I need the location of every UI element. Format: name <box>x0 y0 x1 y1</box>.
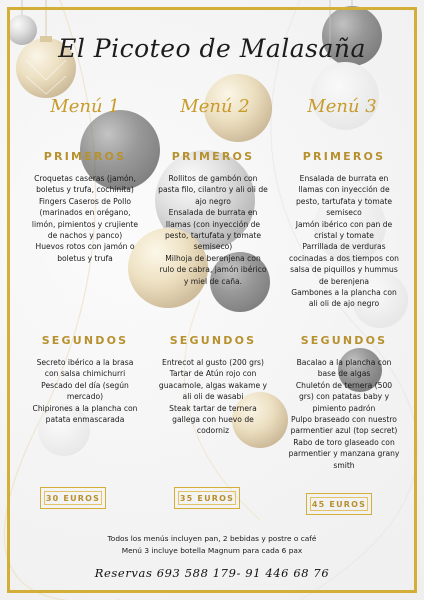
menu-1-primeros-heading: PRIMEROS <box>43 150 127 163</box>
menu-3-segundos-list <box>276 357 412 471</box>
menu-line: limón, pimientos y crujiente <box>31 219 139 229</box>
menu-3-label: Menú 3 <box>307 96 377 117</box>
menu-line: base de algas <box>317 369 371 379</box>
menu-line: Pescado del día (según <box>41 380 129 390</box>
menu-3-price-box <box>306 493 372 515</box>
menu-line: y miel de caña. <box>183 276 243 286</box>
menu-line: Jamón ibérico con pan de <box>295 219 393 229</box>
menu-line: Pulpo braseado con nuestro <box>291 415 397 425</box>
menu-1-segundos-heading: SEGUNDOS <box>41 334 129 347</box>
menu-3-primeros-list <box>276 173 412 310</box>
menu-line: salsa de piquillos y hummus <box>290 265 398 275</box>
menu-line: parmentier azul (top secret) <box>290 426 398 436</box>
menu-line: Huevos rotos con jamón o <box>35 242 135 252</box>
menu-line: smith <box>333 460 355 470</box>
menu-2-price: 35 EUROS <box>179 493 235 503</box>
menu-line: ali oli de ajo negro <box>308 299 380 309</box>
menu-line: pasta filo, cilantro y ali oli de <box>158 185 268 195</box>
footer-note-magnum: Menú 3 incluye botella Magnum para cada 6 pax <box>121 546 303 555</box>
menu-1-price-box <box>40 487 106 509</box>
menu-line: semiseco) <box>193 242 233 252</box>
menu-line: cristal y tomate <box>314 231 374 241</box>
menu-1-primeros-list <box>17 173 153 264</box>
footer-note-included: Todos los menús incluyen pan, 2 bebidas y postre o café <box>107 534 317 543</box>
menu-line: pimiento padrón <box>312 403 376 413</box>
menu-2-segundos-list <box>145 357 281 437</box>
menu-line: semiseco <box>326 208 362 218</box>
menu-line: (marinados en orégano, <box>39 208 131 218</box>
menu-line: Steak tartar de ternera <box>169 403 257 413</box>
menu-line: Rollitos de gambón con <box>168 174 258 183</box>
menu-line: Parrillada de verduras <box>302 242 386 252</box>
menu-line: Chipirones a la plancha con <box>32 403 138 413</box>
menu-line: Milhoja de berenjena con <box>165 253 261 263</box>
menu-line: boletus y trufa <box>57 253 113 263</box>
menu-line: Rabo de toro glaseado con <box>293 437 395 447</box>
menu-2-segundos-heading: SEGUNDOS <box>169 334 257 347</box>
menu-line: llamas con inyección de <box>298 185 390 195</box>
menu-line: boletus y trufa, cochinita) <box>36 185 134 195</box>
menu-line: Tartar de Atún rojo con <box>169 369 257 379</box>
reservations-phone: Reservas 693 588 179- 91 446 68 76 <box>94 566 330 580</box>
menu-line: Bacalao a la plancha con <box>296 358 392 367</box>
menu-line: Chuletón de ternera (500 <box>295 380 393 390</box>
menu-1-price: 30 EUROS <box>45 493 101 503</box>
menu-line: Gambones a la plancha con <box>291 288 397 298</box>
menu-3-price: 45 EUROS <box>311 499 367 509</box>
menu-line: gallega con huevo de <box>172 415 254 425</box>
menu-line: de nachos y panco) <box>47 231 123 241</box>
menu-line: parmentier y manzana grany <box>288 449 400 459</box>
menu-line: Fingers Caseros de Pollo <box>38 196 131 206</box>
menu-2-primeros-heading: PRIMEROS <box>171 150 255 163</box>
menu-2-label: Menú 2 <box>180 96 250 117</box>
menu-line: ajo negro <box>195 196 231 206</box>
menu-1-segundos-list <box>17 357 153 425</box>
menu-line: rulo de cabra, jamón ibérico <box>159 265 267 275</box>
menu-line: llamas (con inyección de <box>165 219 261 229</box>
menu-line: grs) con patatas baby y <box>298 392 390 402</box>
menu-line: Entrecot al gusto (200 grs) <box>162 358 264 367</box>
menu-line: Croquetas caseras (jamón, <box>34 174 136 183</box>
menu-line: mercado) <box>66 392 104 402</box>
menu-line: codorniz <box>196 426 230 436</box>
restaurant-title: El Picoteo de Malasaña <box>58 34 366 63</box>
menu-line: pesto, tartufata y tomate <box>164 231 262 241</box>
menu-line: pesto, tartufata y tomate <box>295 196 393 206</box>
menu-line: con salsa chimichurri <box>44 369 126 379</box>
menu-line: Ensalada de burrata en <box>168 208 258 218</box>
menu-line: ali oli de wasabi <box>182 392 244 402</box>
menu-3-primeros-heading: PRIMEROS <box>302 150 386 163</box>
menu-line: guacamole, algas wakame y <box>158 380 268 390</box>
menu-line: de berenjena <box>318 276 370 286</box>
menu-2-price-box <box>174 487 240 509</box>
menu-2-primeros-list <box>145 173 281 287</box>
menu-line: Ensalada de burrata en <box>299 174 389 183</box>
menu-1-label: Menú 1 <box>50 96 120 117</box>
menu-3-segundos-heading: SEGUNDOS <box>300 334 388 347</box>
menu-line: patata enmascarada <box>45 415 125 425</box>
menu-line: cocinadas a dos tiempos con <box>289 253 399 263</box>
menu-line: Secreto ibérico a la brasa <box>36 358 134 367</box>
